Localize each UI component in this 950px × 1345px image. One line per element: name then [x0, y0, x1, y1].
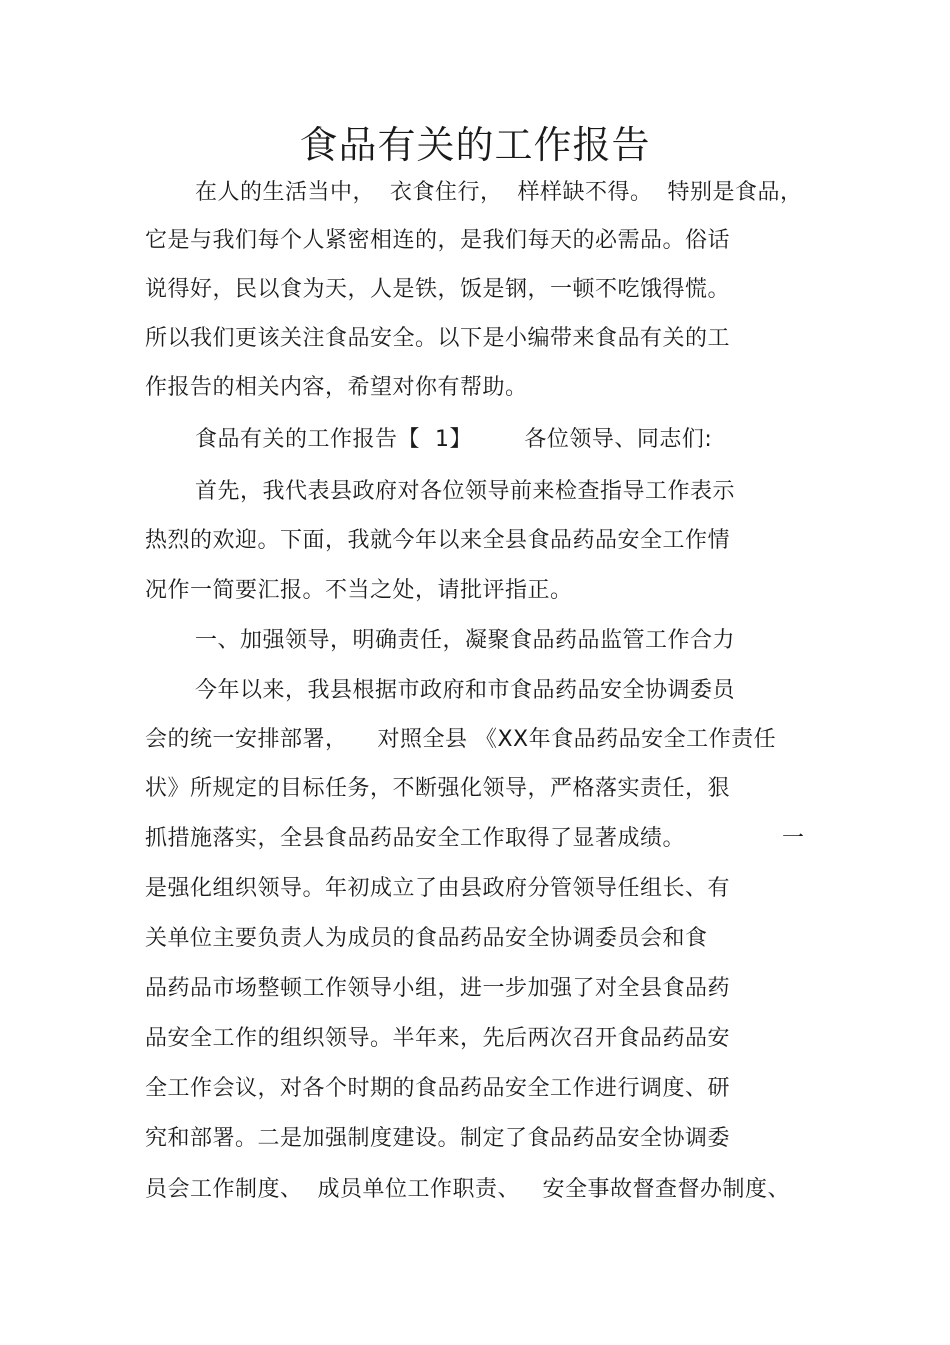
paragraph-line: 热烈的欢迎。下面，我就今年以来全县食品药品安全工作情 — [145, 528, 731, 553]
section-heading-line: 一、加强领导，明确责任，凝聚食品药品监管工作合力 — [195, 628, 736, 653]
paragraph-line: 今年以来，我县根据市政府和市食品药品安全协调委员 — [195, 678, 736, 703]
paragraph-line: 首先，我代表县政府对各位领导前来检查指导工作表示 — [195, 479, 736, 504]
paragraph-line: 员会工作制度、 成员单位工作职责、 安全事故督查督办制度、 — [145, 1177, 790, 1202]
side-mark: 一 — [782, 826, 805, 851]
paragraph-line: 究和部署。二是加强制度建设。制定了食品药品安全协调委 — [145, 1126, 731, 1151]
paragraph-line: 会的统一安排部署， 对照全县 《XX年食品药品安全工作责任 — [145, 727, 777, 752]
paragraph-line: 在人的生活当中， 衣食住行， 样样缺不得。 特别是食品， — [195, 180, 803, 205]
paragraph-line: 品药品市场整顿工作领导小组，进一步加强了对全县食品药 — [145, 976, 731, 1001]
paragraph-line: 状》所规定的目标任务，不断强化领导，严格落实责任，狠 — [145, 776, 731, 801]
document-title: 食品有关的工作报告 — [299, 123, 651, 167]
paragraph-line: 全工作会议，对各个时期的食品药品安全工作进行调度、研 — [145, 1076, 731, 1101]
paragraph-line: 说得好，民以食为天，人是铁，饭是钢，一顿不吃饿得慌。 — [145, 277, 731, 302]
paragraph-line: 是强化组织领导。年初成立了由县政府分管领导任组长、有 — [145, 876, 731, 901]
paragraph-line: 它是与我们每个人紧密相连的，是我们每天的必需品。俗话 — [145, 228, 731, 253]
paragraph-line: 所以我们更该关注食品安全。以下是小编带来食品有关的工 — [145, 326, 731, 351]
paragraph-line: 作报告的相关内容，希望对你有帮助。 — [145, 375, 528, 400]
paragraph-line: 抓措施落实，全县食品药品安全工作取得了显著成绩。 — [145, 826, 686, 851]
section-heading-line: 食品有关的工作报告【 1】 各位领导、同志们: — [195, 427, 713, 452]
paragraph-line: 关单位主要负责人为成员的食品药品安全协调委员会和食 — [145, 926, 708, 951]
paragraph-line: 品安全工作的组织领导。半年来，先后两次召开食品药品安 — [145, 1026, 731, 1051]
paragraph-line: 况作一简要汇报。不当之处，请批评指正。 — [145, 578, 573, 603]
